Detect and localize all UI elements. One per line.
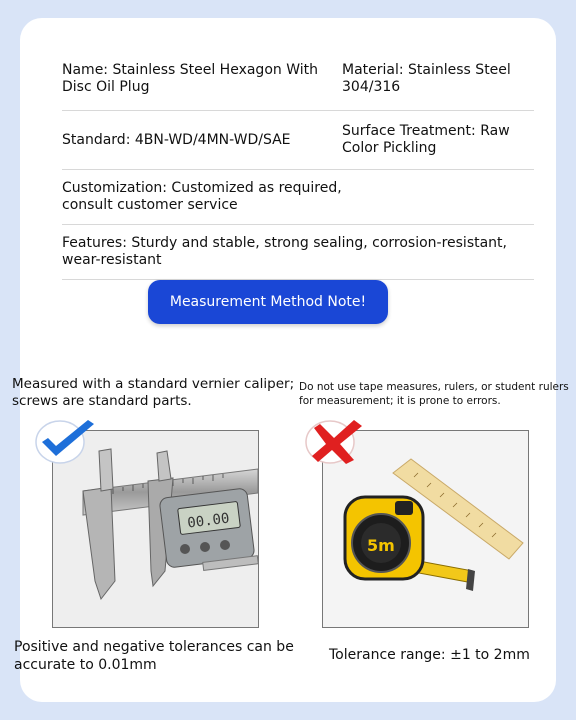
measurement-method-button[interactable]: Measurement Method Note!	[148, 280, 388, 324]
spec-customization: Customization: Customized as required, consult customer service	[62, 180, 342, 213]
spec-surface-treatment: Surface Treatment: Raw Color Pickling	[342, 123, 510, 156]
spec-standard: Standard: 4BN-WD/4MN-WD/SAE	[62, 131, 291, 148]
spec-row	[62, 48, 534, 111]
spec-row	[62, 111, 534, 170]
check-mark-icon	[34, 418, 100, 470]
spec-name: Name: Stainless Steel Hexagon With Disc Oil Plug	[62, 62, 318, 95]
correct-method-description: Measured with a standard vernier caliper; screws are standard parts.	[12, 376, 295, 409]
spec-material: Material: Stainless Steel 304/316	[342, 62, 511, 95]
spec-features: Features: Sturdy and stable, strong sealing, corrosion-resistant, wear-resistant	[62, 235, 507, 268]
tape-size-label: 5m	[367, 536, 395, 555]
spec-row	[62, 225, 534, 280]
cross-mark-icon	[304, 418, 370, 470]
svg-text:00.00: 00.00	[186, 510, 231, 532]
wrong-method-caption: Tolerance range: ±1 to 2mm	[329, 647, 530, 663]
correct-method-caption: Positive and negative tolerances can be accurate to 0.01mm	[14, 639, 294, 673]
spec-row	[62, 170, 534, 225]
wrong-method-description: Do not use tape measures, rulers, or student rulers for measurement; it is prone to errors.	[299, 381, 569, 407]
spec-table	[62, 48, 534, 280]
